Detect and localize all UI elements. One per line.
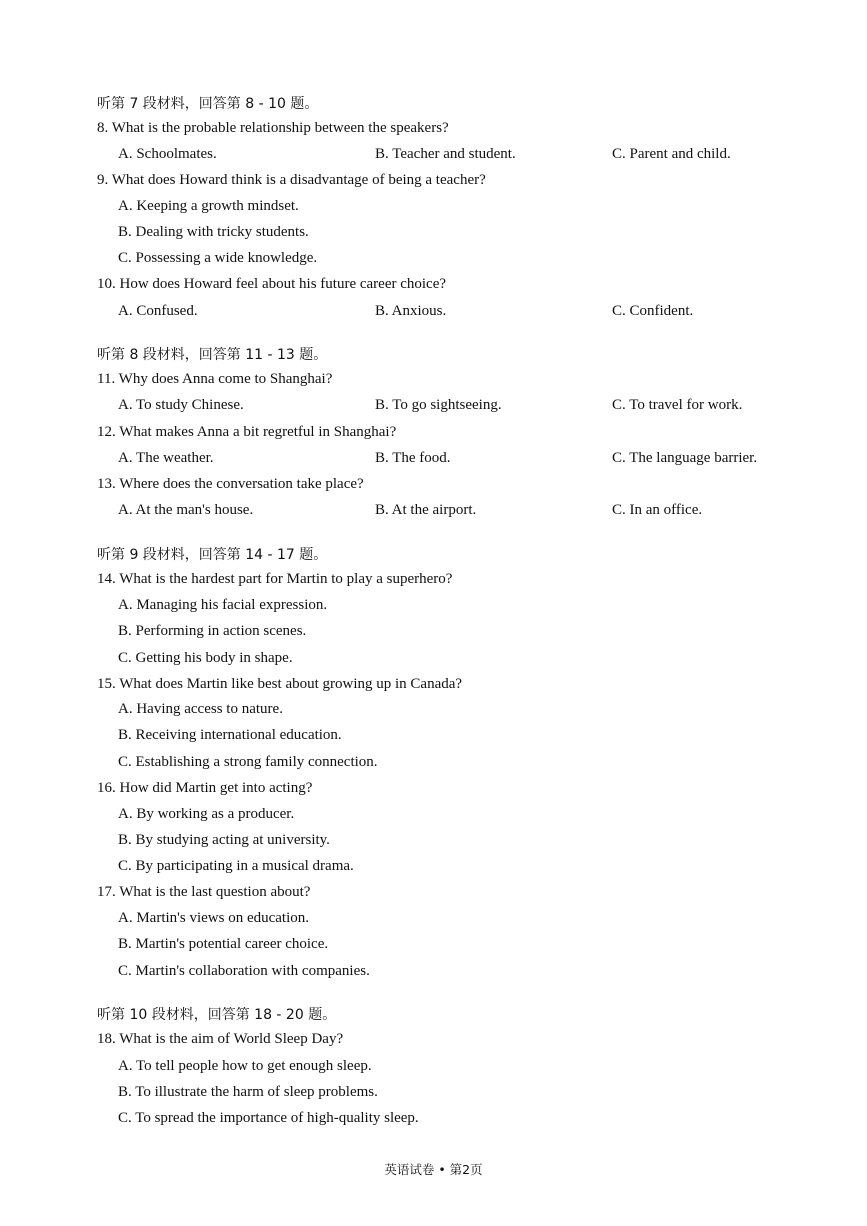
option-16-b: B. By studying acting at university.: [118, 832, 330, 848]
option-17-a: A. Martin's views on education.: [118, 910, 310, 926]
option-10-a: A. Confused.: [118, 303, 198, 319]
question-8: 8. What is the probable relationship between the speakers?: [97, 120, 449, 136]
option-10-b: B. Anxious.: [375, 303, 447, 319]
option-13-c: C. In an office.: [612, 502, 703, 518]
question-9: 9. What does Howard think is a disadvantage of being a teacher?: [97, 172, 486, 188]
option-15-b: B. Receiving international education.: [118, 727, 342, 743]
question-13: 13. Where does the conversation take place?: [97, 476, 364, 492]
option-10-c: C. Confident.: [612, 303, 694, 319]
option-12-c: C. The language barrier.: [612, 450, 758, 466]
option-8-a: A. Schoolmates.: [118, 146, 217, 162]
option-17-c: C. Martin's collaboration with companies.: [118, 963, 370, 979]
option-12-a: A. The weather.: [118, 450, 214, 466]
page-footer: 英语试卷 • 第2页: [384, 1162, 483, 1177]
option-14-b: B. Performing in action scenes.: [118, 623, 307, 639]
section-heading-8: 听第 8 段材料，回答第 11 - 13 题。: [97, 347, 328, 363]
option-11-a: A. To study Chinese.: [118, 397, 244, 413]
option-15-a: A. Having access to nature.: [118, 701, 283, 717]
section-heading-10: 听第 10 段材料，回答第 18 - 20 题。: [97, 1007, 337, 1023]
option-11-c: C. To travel for work.: [612, 397, 743, 413]
option-9-b: B. Dealing with tricky students.: [118, 224, 309, 240]
option-14-c: C. Getting his body in shape.: [118, 650, 293, 666]
option-18-c: C. To spread the importance of high-quality sleep.: [118, 1110, 419, 1126]
option-8-c: C. Parent and child.: [612, 146, 731, 162]
option-12-b: B. The food.: [375, 450, 451, 466]
option-15-c: C. Establishing a strong family connection.: [118, 754, 378, 770]
option-18-a: A. To tell people how to get enough sleep.: [118, 1058, 372, 1074]
option-13-b: B. At the airport.: [375, 502, 477, 518]
question-11: 11. Why does Anna come to Shanghai?: [97, 371, 333, 387]
question-14: 14. What is the hardest part for Martin to play a superhero?: [97, 571, 453, 587]
question-18: 18. What is the aim of World Sleep Day?: [97, 1031, 344, 1047]
option-18-b: B. To illustrate the harm of sleep problems.: [118, 1084, 378, 1100]
option-9-c: C. Possessing a wide knowledge.: [118, 250, 318, 266]
option-8-b: B. Teacher and student.: [375, 146, 516, 162]
option-9-a: A. Keeping a growth mindset.: [118, 198, 299, 214]
option-16-a: A. By working as a producer.: [118, 806, 295, 822]
question-12: 12. What makes Anna a bit regretful in Shanghai?: [97, 424, 397, 440]
option-11-b: B. To go sightseeing.: [375, 397, 502, 413]
question-15: 15. What does Martin like best about growing up in Canada?: [97, 676, 463, 692]
question-10: 10. How does Howard feel about his future career choice?: [97, 276, 447, 292]
option-17-b: B. Martin's potential career choice.: [118, 936, 329, 952]
section-heading-7: 听第 7 段材料，回答第 8 - 10 题。: [97, 96, 319, 112]
option-13-a: A. At the man's house.: [118, 502, 254, 518]
question-17: 17. What is the last question about?: [97, 884, 311, 900]
option-14-a: A. Managing his facial expression.: [118, 597, 328, 613]
question-16: 16. How did Martin get into acting?: [97, 780, 313, 796]
option-16-c: C. By participating in a musical drama.: [118, 858, 354, 874]
section-heading-9: 听第 9 段材料，回答第 14 - 17 题。: [97, 547, 328, 563]
